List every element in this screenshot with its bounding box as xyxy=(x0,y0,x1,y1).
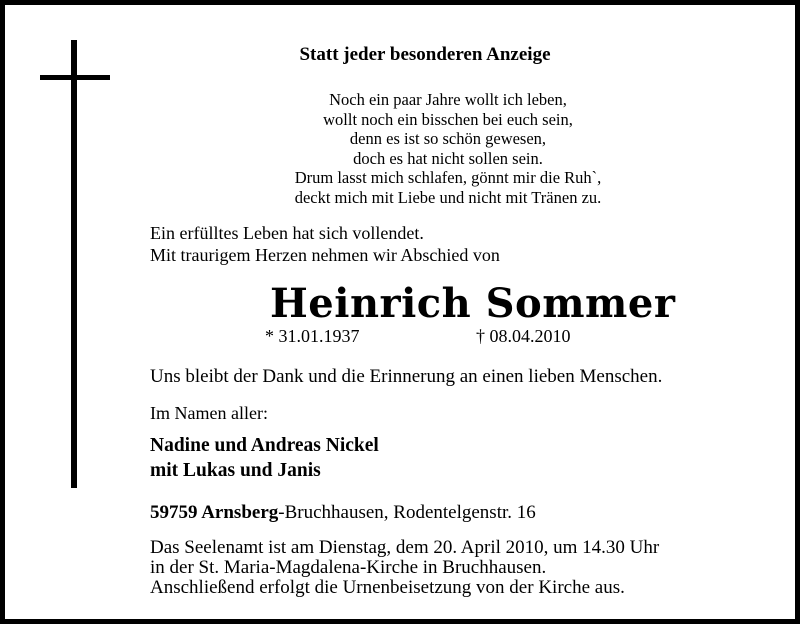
birth-date: * 31.01.1937 xyxy=(265,326,360,346)
service-line: Das Seelenamt ist am Dienstag, dem 20. April 2010, um 14.30 Uhr xyxy=(150,537,660,558)
poem-line: doch es hat nicht sollen sein. xyxy=(353,148,543,168)
deceased-name: Heinrich Sommer xyxy=(270,280,676,327)
notice-header: Statt jeder besonderen Anzeige xyxy=(299,44,551,65)
service-info xyxy=(150,538,659,598)
poem-line: denn es ist so schön gewesen, xyxy=(349,129,547,148)
death-date: † 08.04.2010 xyxy=(476,326,571,346)
address-rest: -Bruchhausen, Rodentelgenstr. 16 xyxy=(278,502,536,523)
family-line: Nadine und Andreas Nickel xyxy=(150,435,379,456)
thanks-text: Uns bleibt der Dank und die Erinnerung an einen lieben Menschen. xyxy=(150,366,663,387)
address xyxy=(150,502,536,524)
poem-line: Noch ein paar Jahre wollt ich leben, xyxy=(329,90,567,109)
poem-line: Drum lasst mich schlafen, gönnt mir die Ruh`, xyxy=(294,168,602,187)
family-names xyxy=(150,433,379,483)
names-intro: Im Namen aller: xyxy=(150,403,268,423)
address-postcode-city: 59759 Arnsberg xyxy=(150,502,279,523)
intro-line: Mit traurigem Herzen nehmen wir Abschied von xyxy=(150,245,500,265)
service-line: Anschließend erfolgt die Urnenbeisetzung von der Kirche aus. xyxy=(150,577,625,598)
intro-text xyxy=(150,222,500,266)
intro-line: Ein erfülltes Leben hat sich vollendet. xyxy=(150,223,424,243)
poem xyxy=(0,90,800,207)
family-line: mit Lukas und Janis xyxy=(150,460,321,481)
cross-icon-bar xyxy=(40,75,110,80)
poem-line: wollt noch ein bisschen bei euch sein, xyxy=(323,109,573,129)
service-line: in der St. Maria-Magdalena-Kirche in Bruchhausen. xyxy=(150,557,547,578)
poem-line: deckt mich mit Liebe und nicht mit Tränen zu. xyxy=(294,187,602,207)
